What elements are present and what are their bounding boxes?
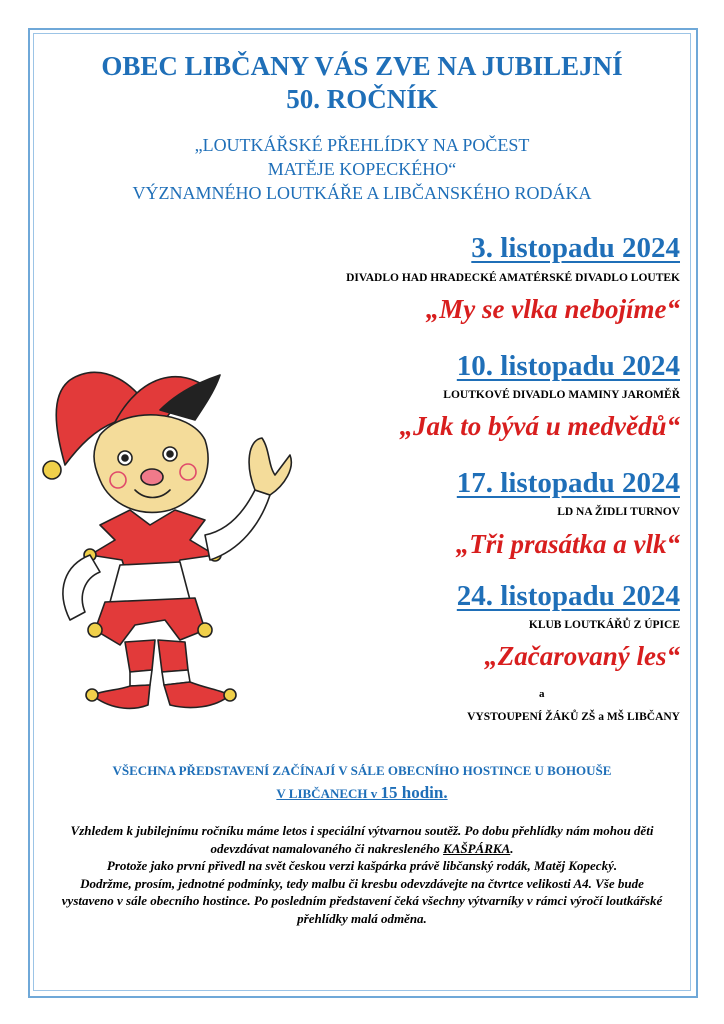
event-play-title: „Jak to bývá u medvědů“ [399, 411, 680, 441]
competition-info [60, 822, 664, 927]
subtitle-line-3: VÝZNAMNÉHO LOUTKÁŘE A LIBČANSKÉHO RODÁKA [132, 183, 592, 203]
event-date: 10. listopadu 2024 [456, 350, 680, 382]
event-date: 3. listopadu 2024 [471, 232, 680, 264]
pupils-performance: VYSTOUPENÍ ŽÁKŮ ZŠ a MŠ LIBČANY [467, 711, 680, 723]
event-theatre: DIVADLO HAD HRADECKÉ AMATÉRSKÉ DIVADLO LOUTEK [346, 272, 680, 284]
info-paragraph-3: Dodržme, prosím, jednotné podmínky, tedy malbu či kresbu odevzdávejte na čtvrtce velikosti A4. Vše bude vystaveno v sále obecního hostince. Po posledním představení čeká všechny výtvarníky v rámci výročí loutkářské přehlídky malá odměna. [61, 875, 663, 926]
title-line-1: OBEC LIBČANY VÁS ZVE NA JUBILEJNÍ [101, 51, 623, 81]
subtitle-line-2: MATĚJE KOPECKÉHO“ [267, 159, 457, 179]
event-date: 17. listopadu 2024 [456, 467, 680, 499]
start-time: 15 hodin. [380, 783, 448, 802]
event-theatre: KLUB LOUTKÁŘŮ Z ÚPICE [528, 619, 680, 631]
event-date: 24. listopadu 2024 [456, 580, 680, 612]
title-line-2: 50. ROČNÍK [286, 84, 438, 114]
info-period: . [510, 840, 514, 856]
event-play-title: „Začarovaný les“ [484, 641, 680, 671]
info-paragraph-1: Vzhledem k jubilejnímu ročníku máme letos i speciální výtvarnou soutěž. Po dobu přehlídky nám mohou děti odevzdávat namalovaného či nakresleného [70, 823, 654, 856]
subtitle-line-1: „LOUTKÁŘSKÉ PŘEHLÍDKY NA POČEST [194, 135, 530, 155]
venue-line-1: VŠECHNA PŘEDSTAVENÍ ZAČÍNAJÍ V SÁLE OBECNÍHO HOSTINCE U BOHOUŠE [112, 763, 612, 778]
kasparek-highlight: KAŠPÁRKA [443, 840, 511, 856]
venue-line-2 [40, 782, 684, 805]
venue-place: V LIBČANECH v [276, 786, 381, 801]
event-theatre: LD NA ŽIDLI TURNOV [557, 506, 680, 518]
info-paragraph-2: Protože jako první přivedl na svět českou verzi kašpárka právě libčanský rodák, Matěj Kopecký. [106, 858, 618, 873]
event-theatre: LOUTKOVÉ DIVADLO MAMINY JAROMĚŘ [443, 389, 680, 401]
jester-illustration [30, 350, 320, 720]
event-play-title: „My se vlka nebojíme“ [425, 294, 680, 324]
event-play-title: „Tři prasátka a vlk“ [455, 529, 680, 559]
and-connector: a [539, 688, 545, 700]
